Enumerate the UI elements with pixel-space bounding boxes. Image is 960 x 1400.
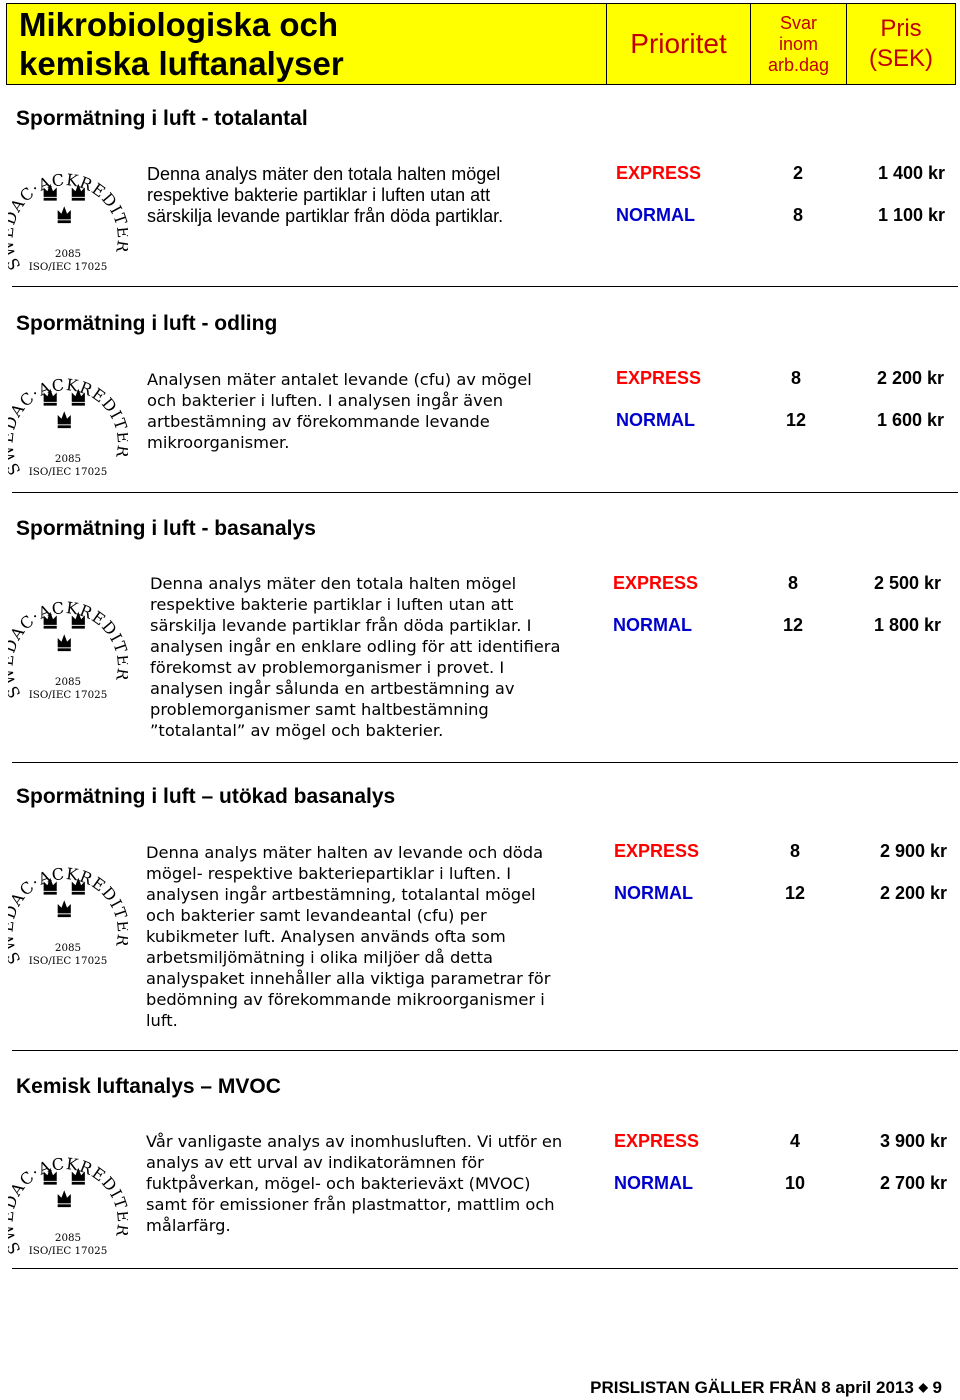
footer-text: PRISLISTAN GÄLLER FRÅN 8 april 2013: [590, 1378, 914, 1397]
title-line-2: kemiska luftanalyser: [19, 45, 344, 82]
normal-days: 8: [792, 205, 803, 225]
section-title: Spormätning i luft - basanalys: [16, 517, 316, 540]
swedac-logo: [8, 568, 128, 708]
express-days: 8: [790, 368, 801, 388]
express-days: 8: [787, 573, 798, 593]
title-line-1: Mikrobiologiska och: [19, 6, 339, 43]
normal-days: 12: [782, 615, 804, 635]
divider: [12, 1050, 958, 1051]
section-title: Spormätning i luft - odling: [16, 312, 278, 335]
express-days: 2: [792, 163, 803, 183]
logo-standard: ISO/IEC 17025: [28, 955, 108, 967]
section-description: Denna analys mäter halten av levande och döda mögel- respektive bakteriepartiklar i luften. I analysen ingår artbestämning, totalantal mögel och bakterier samt levandeantal (cfu) per kubikmeter luft. Analysen används ofta som arbetsmiljömätning i olika miljöer då detta analyspaket innehåller alla viktiga parametrar för bedömning av förekommande mikroorganismer i luft.: [146, 843, 551, 1030]
answer-line-1: Svar: [779, 12, 817, 33]
answer-days-header: [751, 4, 847, 84]
normal-price: 2 700 kr: [879, 1173, 947, 1193]
normal-label: NORMAL: [613, 615, 692, 635]
logo-number: 2085: [54, 452, 82, 465]
section-description: Analysen mäter antalet levande (cfu) av mögel och bakterier i luften. I analysen ingår även artbestämning av förekommande levande mikroorganismer.: [147, 370, 532, 452]
swedac-logo: [8, 140, 128, 280]
page-title: [7, 4, 607, 84]
divider: [12, 762, 958, 763]
header-bar: [6, 3, 956, 85]
express-label: EXPRESS: [614, 1131, 700, 1151]
swedac-logo: [8, 345, 128, 485]
logo-standard: ISO/IEC 17025: [28, 689, 108, 701]
express-label: EXPRESS: [614, 841, 700, 861]
divider: [12, 492, 958, 493]
logo-number: 2085: [54, 675, 82, 688]
express-days: 8: [789, 841, 800, 861]
page-number: 9: [932, 1378, 942, 1397]
section-description: Denna analys mäter den totala halten mögel respektive bakterie partiklar i luften utan att särskilja levande partiklar från döda partiklar. I analysen ingår en enklare odling för att identifiera förekomst av problemorganismer i provet. I analysen ingår sålunda en artbestämning av problemorganismer samt haltbestämning ”totalantal” av mögel och bakterier.: [150, 574, 561, 740]
priority-header: Prioritet: [607, 4, 751, 84]
logo-number: 2085: [54, 1231, 82, 1244]
section-description: Vår vanligaste analys av inomhusluften. Vi utför en analys av ett urval av indikatorämnen för fuktpåverkan, mögel- och bakterieväxt (MVOC) samt för emissioner från plastmattor, mattlim och målarfärg.: [146, 1132, 563, 1235]
express-label: EXPRESS: [613, 573, 699, 593]
logo-standard: ISO/IEC 17025: [28, 1245, 108, 1257]
express-price: 2 900 kr: [879, 841, 947, 861]
logo-number: 2085: [54, 247, 82, 260]
express-price: 2 500 kr: [873, 573, 941, 593]
price-header: [847, 4, 955, 84]
divider: [12, 286, 958, 287]
logo-standard: ISO/IEC 17025: [28, 261, 108, 273]
diamond-bullet-icon: ◆: [918, 1380, 928, 1394]
swedac-logo: [8, 1124, 128, 1264]
section-title: Spormätning i luft - totalantal: [16, 107, 308, 130]
swedac-logo: [8, 834, 128, 974]
section-description: Denna analys mäter den totala halten mögel respektive bakterie partiklar i luften utan att särskilja levande partiklar från döda partiklar.: [147, 164, 504, 226]
divider: [12, 1268, 958, 1269]
normal-days: 12: [785, 410, 807, 430]
express-days: 4: [789, 1131, 800, 1151]
section-title: Spormätning i luft – utökad basanalys: [16, 785, 396, 808]
price-line-2: (SEK): [868, 45, 933, 72]
express-price: 2 200 kr: [876, 368, 944, 388]
express-price: 1 400 kr: [877, 163, 945, 183]
express-price: 3 900 kr: [879, 1131, 947, 1151]
normal-label: NORMAL: [616, 205, 695, 225]
normal-label: NORMAL: [614, 883, 693, 903]
normal-price: 1 600 kr: [876, 410, 944, 430]
normal-label: NORMAL: [614, 1173, 693, 1193]
footer: [590, 1378, 942, 1398]
normal-label: NORMAL: [616, 410, 695, 430]
normal-price: 1 800 kr: [873, 615, 941, 635]
normal-days: 12: [784, 883, 806, 903]
normal-price: 2 200 kr: [879, 883, 947, 903]
section-title: Kemisk luftanalys – MVOC: [16, 1075, 281, 1098]
express-label: EXPRESS: [616, 163, 702, 183]
logo-standard: ISO/IEC 17025: [28, 466, 108, 478]
answer-line-3: arb.dag: [767, 54, 830, 75]
logo-number: 2085: [54, 941, 82, 954]
price-line-1: Pris: [880, 15, 922, 42]
answer-line-2: inom: [778, 33, 818, 54]
normal-days: 10: [784, 1173, 806, 1193]
express-label: EXPRESS: [616, 368, 702, 388]
normal-price: 1 100 kr: [877, 205, 945, 225]
